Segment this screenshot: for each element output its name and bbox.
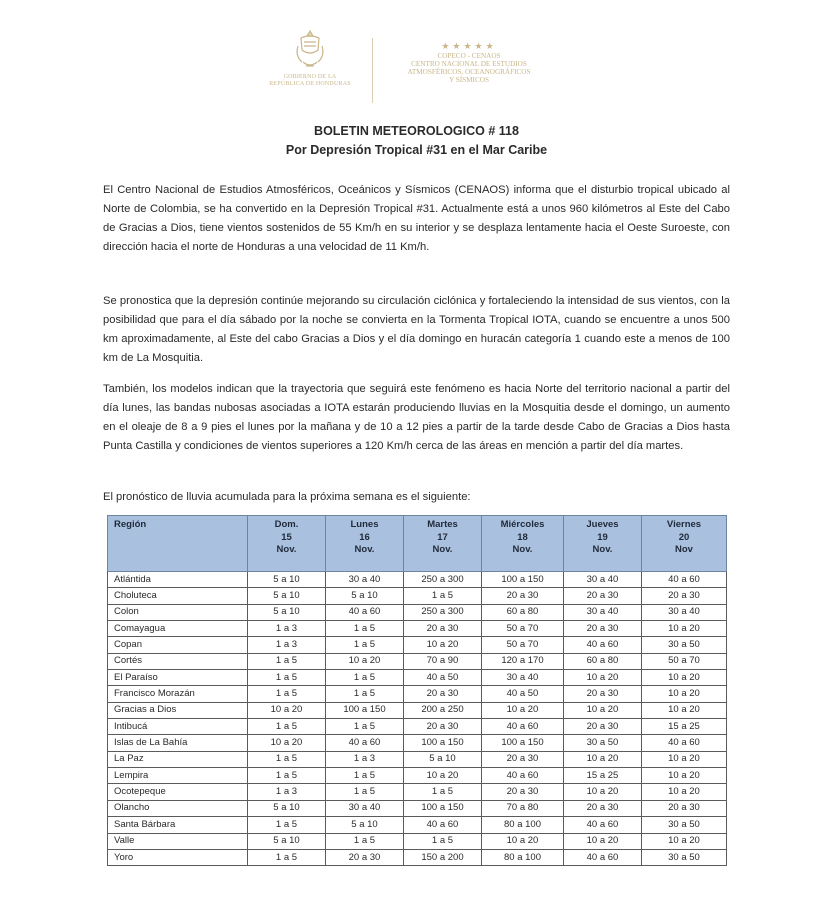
rainfall-cell: 1 a 3: [248, 784, 326, 800]
header-region: [108, 516, 248, 572]
header-day-number: 19: [597, 531, 608, 543]
rainfall-cell: 10 a 20: [248, 735, 326, 751]
bulletin-title: BOLETIN METEOROLOGICO # 118: [314, 124, 519, 138]
header-day: [642, 516, 727, 572]
rainfall-cell: 30 a 40: [642, 604, 727, 620]
coat-of-arms-icon: [293, 28, 327, 72]
header-day-name: Jueves: [586, 519, 619, 530]
rainfall-cell: 30 a 40: [482, 670, 564, 686]
table-row: [108, 784, 727, 800]
table-row: [108, 833, 727, 849]
rainfall-cell: 20 a 30: [564, 686, 642, 702]
rainfall-cell: 100 a 150: [404, 800, 482, 816]
rainfall-cell: 100 a 150: [482, 572, 564, 588]
rainfall-cell: 20 a 30: [326, 849, 404, 865]
rainfall-cell: 20 a 30: [482, 784, 564, 800]
header-day: [326, 516, 404, 572]
rainfall-cell: 40 a 50: [404, 670, 482, 686]
rainfall-cell: 5 a 10: [248, 588, 326, 604]
copeco-line: ATMOSFÉRICOS, OCEANOGRÁFICOS: [407, 68, 531, 76]
region-name-cell: Santa Bárbara: [108, 817, 248, 833]
rainfall-cell: 10 a 20: [642, 751, 727, 767]
rainfall-cell: 30 a 40: [564, 572, 642, 588]
rainfall-cell: 50 a 70: [482, 637, 564, 653]
header-day-number: 16: [359, 531, 370, 543]
table-row: [108, 670, 727, 686]
rainfall-cell: 5 a 10: [326, 817, 404, 833]
rainfall-cell: 5 a 10: [326, 588, 404, 604]
region-name-cell: La Paz: [108, 751, 248, 767]
rainfall-cell: 40 a 60: [482, 719, 564, 735]
rainfall-cell: 20 a 30: [404, 621, 482, 637]
rainfall-cell: 20 a 30: [642, 800, 727, 816]
table-row: [108, 588, 727, 604]
header-day: [564, 516, 642, 572]
rainfall-cell: 40 a 60: [564, 817, 642, 833]
region-name-cell: Comayagua: [108, 621, 248, 637]
rainfall-cell: 60 a 80: [564, 653, 642, 669]
rainfall-cell: 20 a 30: [404, 686, 482, 702]
header-day-number: 20: [678, 531, 690, 543]
rainfall-cell: 10 a 20: [642, 621, 727, 637]
rainfall-cell: 1 a 5: [326, 686, 404, 702]
table-row: [108, 735, 727, 751]
rainfall-cell: 1 a 5: [248, 817, 326, 833]
region-name-cell: Yoro: [108, 849, 248, 865]
header-day-number: 18: [517, 531, 528, 543]
rainfall-cell: 10 a 20: [482, 833, 564, 849]
region-name-cell: Ocotepeque: [108, 784, 248, 800]
header-month: Nov.: [432, 544, 453, 555]
table-row: [108, 637, 727, 653]
header-month: Nov.: [512, 544, 533, 555]
seal-caption: [255, 74, 365, 88]
copeco-line: Y SÍSMICOS: [449, 76, 489, 84]
rainfall-cell: 200 a 250: [404, 702, 482, 718]
rainfall-cell: 5 a 10: [248, 572, 326, 588]
rainfall-cell: 250 a 300: [404, 572, 482, 588]
table-row: [108, 686, 727, 702]
table-row: [108, 621, 727, 637]
stars-icon: ★★★★★: [441, 41, 497, 51]
table-row: [108, 751, 727, 767]
rainfall-cell: 40 a 60: [564, 849, 642, 865]
rainfall-cell: 10 a 20: [564, 670, 642, 686]
rainfall-cell: 1 a 5: [248, 768, 326, 784]
header-day: [248, 516, 326, 572]
rainfall-cell: 1 a 3: [326, 751, 404, 767]
rainfall-cell: 1 a 5: [404, 588, 482, 604]
header-month: Nov.: [354, 544, 375, 555]
table-row: [108, 768, 727, 784]
region-name-cell: Olancho: [108, 800, 248, 816]
header-day: [404, 516, 482, 572]
rainfall-cell: 1 a 5: [248, 719, 326, 735]
rainfall-cell: 1 a 3: [248, 621, 326, 637]
rainfall-cell: 15 a 25: [642, 719, 727, 735]
rainfall-cell: 1 a 5: [326, 784, 404, 800]
region-name-cell: Valle: [108, 833, 248, 849]
rainfall-cell: 1 a 5: [404, 833, 482, 849]
rainfall-cell: 10 a 20: [248, 702, 326, 718]
header-day-number: 17: [437, 531, 448, 543]
seal-caption-line: REPÚBLICA DE HONDURAS: [269, 81, 351, 87]
rainfall-cell: 1 a 5: [326, 637, 404, 653]
rainfall-cell: 40 a 60: [404, 817, 482, 833]
region-name-cell: El Paraíso: [108, 670, 248, 686]
rainfall-cell: 40 a 60: [642, 572, 727, 588]
rainfall-cell: 1 a 5: [326, 719, 404, 735]
rainfall-cell: 15 a 25: [564, 768, 642, 784]
rainfall-cell: 1 a 5: [248, 670, 326, 686]
rainfall-cell: 10 a 20: [404, 637, 482, 653]
rainfall-cell: 250 a 300: [404, 604, 482, 620]
paragraph: Se pronostica que la depresión continúe mejorando su circulación ciclónica y fortaleciendo la intensidad de sus vientos, con la posibilidad que para el día sábado por la noche se convierta en la Tormenta Tropical IOTA, cuando se encuentre a unos 500 km aproximadamente, al Este del cabo Gracias a Dios y el día domingo en huracán categoría 1 cuando este a menos de 100 km de La Mosquitia.: [103, 295, 730, 364]
header-day-name: Martes: [427, 519, 458, 530]
rainfall-cell: 40 a 50: [482, 686, 564, 702]
rainfall-cell: 10 a 20: [564, 784, 642, 800]
rainfall-cell: 5 a 10: [248, 604, 326, 620]
rainfall-cell: 20 a 30: [564, 621, 642, 637]
rainfall-cell: 5 a 10: [248, 833, 326, 849]
paragraph: El Centro Nacional de Estudios Atmosféricos, Oceánicos y Sísmicos (CENAOS) informa que el disturbio tropical ubicado al Norte de Colombia, se ha convertido en la Depresión Tropical #31. Actualmente está a unos 960 kilómetros al Este del Cabo de Gracias a Dios, tiene vientos sostenidos de 55 Km/h en su interior y se desplaza lentamente hacia el Oeste Suroeste, con dirección hacia el norte de Honduras a una velocidad de 11 Km/h.: [103, 184, 730, 253]
seal-caption-line: GOBIERNO DE LA: [283, 74, 337, 80]
header-month: Nov: [675, 544, 693, 555]
rainfall-cell: 40 a 60: [326, 604, 404, 620]
rainfall-cell: 30 a 40: [326, 800, 404, 816]
rainfall-cell: 30 a 50: [642, 637, 727, 653]
rainfall-cell: 20 a 30: [482, 751, 564, 767]
rainfall-cell: 80 a 100: [482, 849, 564, 865]
rainfall-cell: 1 a 5: [248, 849, 326, 865]
rainfall-cell: 20 a 30: [564, 800, 642, 816]
table-row: [108, 800, 727, 816]
rainfall-cell: 1 a 5: [248, 751, 326, 767]
rainfall-cell: 20 a 30: [642, 588, 727, 604]
rainfall-cell: 80 a 100: [482, 817, 564, 833]
table-row: [108, 849, 727, 865]
rainfall-cell: 1 a 3: [248, 637, 326, 653]
rainfall-cell: 70 a 90: [404, 653, 482, 669]
rainfall-cell: 20 a 30: [482, 588, 564, 604]
header-day: [482, 516, 564, 572]
header-day-number: 15: [281, 531, 292, 543]
region-name-cell: Atlántida: [108, 572, 248, 588]
rainfall-cell: 5 a 10: [404, 751, 482, 767]
rainfall-cell: 150 a 200: [404, 849, 482, 865]
table-row: [108, 817, 727, 833]
rainfall-cell: 10 a 20: [482, 702, 564, 718]
rainfall-cell: 10 a 20: [564, 702, 642, 718]
rainfall-cell: 1 a 5: [326, 670, 404, 686]
region-name-cell: Lempira: [108, 768, 248, 784]
table-row: [108, 604, 727, 620]
region-name-cell: Francisco Morazán: [108, 686, 248, 702]
header-month: Nov.: [592, 544, 613, 555]
rainfall-cell: 10 a 20: [326, 653, 404, 669]
rainfall-cell: 100 a 150: [404, 735, 482, 751]
table-row: [108, 653, 727, 669]
copeco-logo: [384, 42, 554, 84]
table-row: [108, 702, 727, 718]
rainfall-cell: 100 a 150: [482, 735, 564, 751]
region-name-cell: Colon: [108, 604, 248, 620]
header-day-name: Viernes: [666, 519, 702, 530]
table-header-row: [108, 516, 727, 572]
copeco-line: COPECO - CENAOS: [437, 52, 501, 60]
rainfall-cell: 1 a 5: [326, 768, 404, 784]
region-name-cell: Islas de La Bahía: [108, 735, 248, 751]
rainfall-cell: 40 a 60: [564, 637, 642, 653]
rainfall-cell: 100 a 150: [326, 702, 404, 718]
rainfall-cell: 120 a 170: [482, 653, 564, 669]
table-row: [108, 719, 727, 735]
rainfall-cell: 40 a 60: [642, 735, 727, 751]
rainfall-cell: 1 a 5: [248, 653, 326, 669]
region-name-cell: Cortés: [108, 653, 248, 669]
rainfall-cell: 30 a 40: [326, 572, 404, 588]
rainfall-cell: 70 a 80: [482, 800, 564, 816]
header-label: Región: [114, 519, 147, 530]
rainfall-cell: 5 a 10: [248, 800, 326, 816]
rainfall-cell: 10 a 20: [642, 686, 727, 702]
region-name-cell: Choluteca: [108, 588, 248, 604]
rainfall-cell: 20 a 30: [564, 588, 642, 604]
rainfall-cell: 10 a 20: [642, 670, 727, 686]
region-name-cell: Gracias a Dios: [108, 702, 248, 718]
rainfall-cell: 20 a 30: [404, 719, 482, 735]
region-name-cell: Copan: [108, 637, 248, 653]
header-day-name: Dom.: [274, 519, 299, 530]
rainfall-table: [107, 515, 727, 866]
bulletin-subtitle: Por Depresión Tropical #31 en el Mar Caribe: [285, 143, 548, 157]
rainfall-cell: 60 a 80: [482, 604, 564, 620]
government-seal: [255, 28, 365, 88]
header-day-name: Miércoles: [500, 519, 545, 530]
rainfall-cell: 10 a 20: [564, 751, 642, 767]
rainfall-cell: 20 a 30: [564, 719, 642, 735]
paragraph: También, los modelos indican que la trayectoria que seguirá este fenómeno es hacia Norte del territorio nacional a partir del día lunes, las bandas nubosas asociadas a IOTA estarán produciendo lluvias en la Mosquitia desde el domingo, un aumento en el oleaje de 8 a 9 pies el lunes por la mañana y de 10 a 12 pies a partir de la tarde desde Cabo de Gracias a Dios hasta Punta Castilla y condiciones de vientos superiores a 120 Km/h cerca de las áreas en mención a partir del día martes.: [103, 383, 730, 452]
rainfall-cell: 50 a 70: [482, 621, 564, 637]
table-intro: El pronóstico de lluvia acumulada para la próxima semana es el siguiente:: [103, 491, 471, 503]
copeco-line: CENTRO NACIONAL DE ESTUDIOS: [411, 60, 527, 68]
rainfall-cell: 30 a 50: [564, 735, 642, 751]
rainfall-cell: 50 a 70: [642, 653, 727, 669]
table-body: [108, 572, 727, 866]
rainfall-cell: 10 a 20: [642, 702, 727, 718]
letterhead: [0, 0, 833, 110]
rainfall-cell: 1 a 5: [326, 833, 404, 849]
rainfall-cell: 1 a 5: [404, 784, 482, 800]
rainfall-cell: 30 a 50: [642, 817, 727, 833]
rainfall-cell: 1 a 5: [326, 621, 404, 637]
rainfall-cell: 40 a 60: [482, 768, 564, 784]
rainfall-cell: 10 a 20: [404, 768, 482, 784]
rainfall-cell: 10 a 20: [642, 833, 727, 849]
letterhead-divider: [372, 38, 373, 103]
table-row: [108, 572, 727, 588]
rainfall-cell: 30 a 40: [564, 604, 642, 620]
rainfall-cell: 10 a 20: [564, 833, 642, 849]
rainfall-cell: 40 a 60: [326, 735, 404, 751]
header-day-name: Lunes: [350, 519, 379, 530]
header-month: Nov.: [276, 544, 297, 555]
rainfall-cell: 30 a 50: [642, 849, 727, 865]
rainfall-cell: 10 a 20: [642, 784, 727, 800]
rainfall-cell: 10 a 20: [642, 768, 727, 784]
region-name-cell: Intibucá: [108, 719, 248, 735]
rainfall-cell: 1 a 5: [248, 686, 326, 702]
